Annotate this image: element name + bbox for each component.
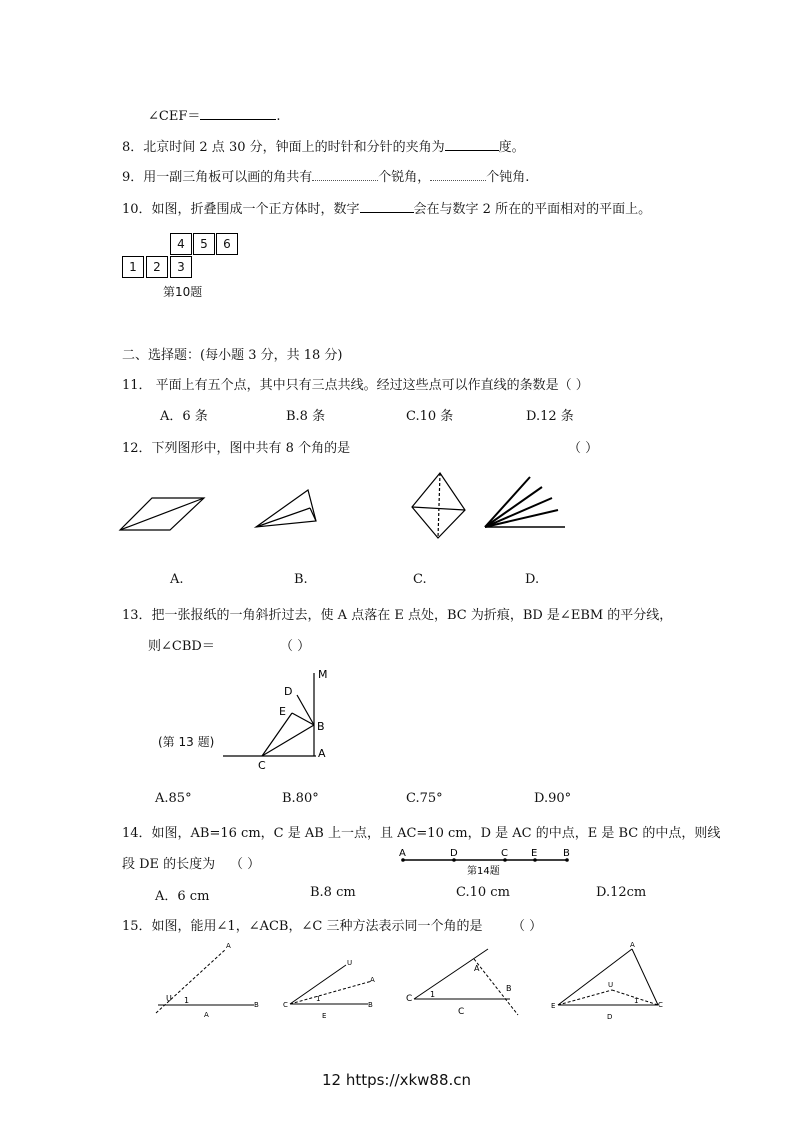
q15-fig1-label-bottom: A bbox=[204, 1011, 209, 1019]
q15-fig2-label-b: B bbox=[368, 1001, 373, 1009]
q13-label-a: A bbox=[318, 747, 326, 760]
q10-text: 10．如图，折叠围成一个正方体时，数字 bbox=[122, 202, 360, 217]
q7-end: . bbox=[276, 109, 281, 124]
q14-option-b[interactable]: B.8 cm bbox=[310, 885, 356, 900]
q10-caption: 第10题 bbox=[163, 285, 203, 299]
q8-line bbox=[122, 136, 525, 155]
q15-fig3-label-a: A bbox=[474, 964, 480, 973]
q14-option-c[interactable]: C.10 cm bbox=[456, 885, 510, 900]
net-cell-5: 5 bbox=[193, 233, 215, 255]
q14-label-d: D bbox=[450, 848, 458, 859]
q13-figure bbox=[220, 665, 340, 773]
q12-option-c[interactable]: C. bbox=[413, 572, 427, 587]
q14-option-a[interactable]: A．6 cm bbox=[155, 889, 210, 904]
q13-label-c: C bbox=[258, 759, 266, 772]
q9-text: 9．用一副三角板可以画的角共有 bbox=[122, 170, 313, 185]
q15-fig2-label-c: C bbox=[283, 1001, 288, 1009]
q15-fig1-label-b: B bbox=[254, 1001, 259, 1009]
q11-option-b[interactable]: B.8 条 bbox=[286, 409, 326, 424]
q11-option-d[interactable]: D.12 条 bbox=[526, 409, 574, 424]
net-cell-6: 6 bbox=[216, 233, 238, 255]
q10-suffix: 会在与数字 2 所在的平面相对的平面上。 bbox=[413, 202, 652, 217]
q15-fig-2 bbox=[290, 965, 372, 1004]
q13-caption: (第 13 题) bbox=[158, 735, 215, 749]
q7-blank[interactable] bbox=[200, 107, 276, 120]
q14-caption: 第14题 bbox=[467, 866, 500, 877]
q10-line bbox=[122, 198, 651, 217]
q12-option-d[interactable]: D. bbox=[525, 572, 540, 587]
q13-label-m: M bbox=[318, 668, 328, 681]
q12-text: 12．下列图形中，图中共有 8 个角的是 bbox=[122, 441, 351, 456]
q15-fig-4 bbox=[558, 949, 658, 1005]
q13-text: 13．把一张报纸的一角斜折过去，使 A 点落在 E 点处，BC 为折痕，BD 是∠EBM 的平分线， bbox=[122, 608, 673, 623]
q12-option-b[interactable]: B. bbox=[294, 572, 308, 587]
net-cell-3: 3 bbox=[170, 256, 192, 278]
q12-figures bbox=[110, 465, 580, 545]
q12-paren: （ ） bbox=[568, 441, 599, 456]
section-2-title: 二、选择题：(每小题 3 分，共 18 分) bbox=[122, 348, 343, 363]
q12-fig-c bbox=[412, 473, 465, 538]
q13-label-e: E bbox=[279, 705, 286, 718]
q15-fig3-label-1: 1 bbox=[430, 990, 436, 999]
q13-option-a[interactable]: A.85° bbox=[155, 791, 192, 806]
q8-text: 8．北京时间 2 点 30 分，钟面上的时针和分针的夹角为 bbox=[122, 140, 445, 155]
q12-fig-a bbox=[120, 498, 204, 530]
q8-suffix: 度。 bbox=[498, 140, 525, 155]
page-footer: 12 https://xkw88.cn bbox=[321, 1071, 472, 1089]
q7-label: ∠CEF＝ bbox=[148, 109, 201, 124]
q14-figure bbox=[395, 844, 575, 880]
net-cell-1: 1 bbox=[122, 256, 144, 278]
q11-text: 11． 平面上有五个点，其中只有三点共线。经过这些点可以作直线的条数是（ ） bbox=[122, 378, 589, 393]
q15-fig4-label-e: E bbox=[551, 1002, 556, 1010]
q10-blank[interactable] bbox=[360, 200, 414, 213]
q15-fig3-label-b: B bbox=[506, 984, 512, 993]
q15-fig4-label-bottom: D bbox=[607, 1013, 613, 1021]
q13-line2: 则∠CBD＝ bbox=[148, 639, 215, 654]
q15-fig4-label-c: C bbox=[658, 1001, 663, 1009]
q15-fig2-label-a: A bbox=[370, 976, 375, 984]
q13-label-d: D bbox=[284, 685, 293, 698]
q14-paren: （ ） bbox=[230, 857, 261, 872]
q13-label-b: B bbox=[317, 720, 325, 733]
q14-label-b: B bbox=[563, 848, 570, 859]
q14-label-c: C bbox=[501, 848, 508, 859]
q13-option-d[interactable]: D.90° bbox=[534, 791, 572, 806]
q15-text: 15．如图，能用∠1，∠ACB，∠C 三种方法表示同一个角的是 bbox=[122, 919, 483, 934]
q15-paren: （ ） bbox=[512, 919, 543, 934]
q15-fig4-label-1: 1 bbox=[634, 997, 639, 1005]
q12-option-a[interactable]: A. bbox=[170, 572, 184, 587]
q9-blank-2[interactable] bbox=[430, 168, 486, 181]
q13-option-c[interactable]: C.75° bbox=[406, 791, 443, 806]
q15-fig3-label-bottom: C bbox=[458, 1007, 465, 1017]
q15-fig2-label-bottom: E bbox=[322, 1012, 327, 1020]
q13-paren: （ ） bbox=[280, 639, 311, 654]
q14-text: 14．如图，AB=16 cm，C 是 AB 上一点，且 AC=10 cm，D 是 AC 的中点，E 是 BC 的中点，则线 bbox=[122, 826, 721, 841]
q15-fig-3 bbox=[414, 949, 518, 1015]
q9-mid: 个锐角， bbox=[378, 170, 431, 185]
q15-fig-1 bbox=[156, 949, 254, 1013]
q15-fig4-label-a: A bbox=[630, 941, 635, 949]
q14-option-d[interactable]: D.12cm bbox=[596, 885, 647, 900]
q9-blank-1[interactable] bbox=[312, 168, 378, 181]
q13-option-b[interactable]: B.80° bbox=[282, 791, 319, 806]
q7-line bbox=[148, 105, 281, 124]
q14-line2: 段 DE 的长度为 bbox=[122, 857, 216, 872]
q15-fig3-label-c: C bbox=[406, 994, 413, 1004]
q11-option-a[interactable]: A．6 条 bbox=[160, 409, 208, 424]
q15-fig1-label-a: A bbox=[226, 942, 231, 950]
net-cell-2: 2 bbox=[146, 256, 168, 278]
q14-label-a: A bbox=[399, 848, 406, 859]
q9-suffix: 个钝角. bbox=[486, 170, 530, 185]
q12-fig-b bbox=[256, 490, 316, 527]
net-cell-4: 4 bbox=[170, 233, 192, 255]
q8-blank[interactable] bbox=[445, 138, 499, 151]
q15-fig2-label-1: 1 bbox=[316, 995, 321, 1003]
q15-fig1-label-1: 1 bbox=[184, 996, 190, 1005]
q11-option-c[interactable]: C.10 条 bbox=[406, 409, 454, 424]
q12-fig-d bbox=[485, 477, 565, 527]
q15-fig4-label-u: U bbox=[608, 981, 614, 989]
q14-label-e: E bbox=[531, 848, 538, 859]
q9-line bbox=[122, 166, 529, 185]
q15-fig2-label-u: U bbox=[347, 959, 353, 967]
q15-fig1-label-u: U bbox=[166, 994, 172, 1003]
q15-figures bbox=[140, 935, 680, 1025]
